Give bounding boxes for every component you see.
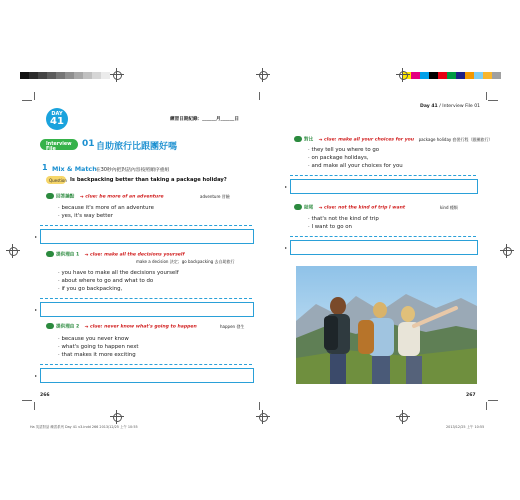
color-swatch	[438, 72, 447, 79]
registration-mark-left	[6, 244, 20, 258]
page-number-left: 266	[40, 393, 50, 398]
crop-mark	[34, 92, 35, 100]
section-header	[46, 193, 164, 200]
registration-mark-bottom-right	[396, 410, 410, 424]
running-head-day: Day 41	[420, 104, 438, 109]
registration-mark-top-right	[396, 68, 410, 82]
slug-info-left: Ha 英語對話 練習系列 Day 41 v3.indd 266 2013/12/25 上午 10:55	[30, 425, 138, 429]
scramble-line: · you have to make all the decisions yourself	[58, 270, 179, 276]
day-badge-number: 41	[50, 116, 64, 127]
scramble-box	[290, 212, 476, 237]
interview-file-number: 01	[82, 139, 95, 149]
vocab-note: adventure 冒險	[200, 194, 230, 199]
color-swatch	[47, 72, 56, 79]
scramble-line: · on package holidays,	[308, 155, 369, 161]
clue-text: clue: not the kind of trip I want	[324, 205, 406, 211]
scramble-line: · because you never know	[58, 336, 129, 342]
day-badge-label: DAY	[51, 111, 63, 117]
color-swatch	[411, 72, 420, 79]
vocab-note: happen 發生	[220, 324, 245, 329]
scramble-box	[40, 201, 252, 226]
color-swatch	[29, 72, 38, 79]
color-swatch	[501, 72, 510, 79]
registration-mark-bottom-left	[110, 410, 124, 424]
color-swatch	[83, 72, 92, 79]
answer-arrow-icon: ▸	[285, 184, 288, 189]
interview-file-label: Interview File	[46, 142, 72, 152]
arrow-icon: ➔	[84, 252, 89, 258]
scramble-line: · yes, it's way better	[58, 213, 113, 219]
crop-mark	[259, 402, 260, 410]
crop-mark	[486, 402, 487, 410]
scramble-line: · because it's more of an adventure	[58, 205, 154, 211]
question-tag	[46, 176, 66, 184]
section-header	[46, 323, 197, 330]
scramble-line: · about where to go and what to do	[58, 278, 154, 284]
color-swatch	[447, 72, 456, 79]
color-swatch	[420, 72, 429, 79]
scramble-line: · and make all your choices for you	[308, 163, 403, 169]
practice-date: 練習日期紀錄：______月______日	[170, 117, 239, 122]
speech-bubble-icon	[294, 204, 302, 210]
answer-field[interactable]	[35, 229, 254, 244]
scramble-line: · I want to go on	[308, 224, 352, 230]
color-swatch	[101, 72, 110, 79]
color-swatch	[92, 72, 101, 79]
scramble-box	[290, 143, 476, 176]
section-label: 提供理由 2	[56, 324, 80, 330]
speech-bubble-icon	[46, 323, 54, 329]
speech-bubble-icon	[294, 136, 302, 142]
color-swatch	[474, 72, 483, 79]
speech-bubble-icon	[46, 193, 54, 199]
scramble-line: · what's going to happen next	[58, 344, 139, 350]
page-number-right: 267	[466, 393, 476, 398]
color-swatch	[20, 72, 29, 79]
arrow-icon: ➔	[318, 137, 323, 143]
crop-mark	[22, 100, 32, 101]
color-swatch	[483, 72, 492, 79]
scramble-box	[40, 332, 252, 365]
crop-mark	[259, 92, 260, 100]
scramble-line: · they tell you where to go	[308, 147, 380, 153]
color-swatch	[74, 72, 83, 79]
scramble-box	[40, 266, 252, 299]
registration-mark-top-left	[110, 68, 124, 82]
scramble-line: · that makes it more exciting	[58, 352, 136, 358]
speech-bubble-icon	[46, 251, 54, 257]
crop-mark	[22, 400, 32, 401]
mix-match-title: Mix & Match	[52, 165, 97, 173]
crop-mark	[486, 92, 487, 100]
section-header	[46, 251, 185, 258]
section-label: 結尾	[304, 205, 314, 211]
clue-text: clue: never know what's going to happen	[89, 324, 197, 330]
answer-arrow-icon: ▸	[35, 373, 38, 378]
color-swatch	[429, 72, 438, 79]
day-badge	[46, 108, 68, 130]
answer-field[interactable]	[35, 368, 254, 383]
clue-text: clue: make all your choices for you	[324, 137, 415, 143]
clue-text: clue: make all the decisions yourself	[89, 252, 185, 258]
slug-info-right: 2013/12/25 上午 10:55	[446, 425, 485, 429]
color-swatch	[65, 72, 74, 79]
answer-field[interactable]	[35, 302, 254, 317]
crop-mark	[34, 402, 35, 410]
mix-match-subtitle: 在30秒內把對話內容按照順序重組	[96, 168, 170, 173]
running-head	[420, 104, 480, 109]
question-text: Is backpacking better than taking a package holiday?	[70, 177, 227, 183]
arrow-icon: ➔	[79, 194, 84, 200]
registration-mark-bottom-center	[256, 410, 270, 424]
crop-mark	[488, 100, 498, 101]
arrow-icon: ➔	[318, 205, 323, 211]
registration-mark-right	[500, 244, 514, 258]
question-tag-label: Question	[49, 177, 67, 183]
vocab-note: package holiday 套裝行程（跟團旅行）	[418, 136, 493, 142]
color-swatch	[456, 72, 465, 79]
color-swatch	[38, 72, 47, 79]
interview-file-tag	[40, 139, 78, 150]
section-label: 回答論點	[56, 194, 75, 200]
crop-mark	[488, 400, 498, 401]
registration-mark-top-center	[256, 68, 270, 82]
color-swatch	[465, 72, 474, 79]
answer-arrow-icon: ▸	[35, 234, 38, 239]
scramble-line: · that's not the kind of trip	[308, 216, 379, 222]
running-head-title: / Interview File 01	[439, 104, 481, 109]
vocab-note: kind 種類	[440, 205, 458, 210]
color-swatch	[492, 72, 501, 79]
arrow-icon: ➔	[84, 324, 89, 330]
scramble-line: · if you go backpacking,	[58, 286, 123, 292]
color-swatch	[56, 72, 65, 79]
hikers-photo	[296, 266, 477, 384]
section-header	[294, 204, 405, 211]
answer-arrow-icon: ▸	[35, 307, 38, 312]
section-label: 對比	[304, 137, 314, 143]
answer-field[interactable]	[285, 179, 478, 194]
section-header	[294, 136, 493, 143]
answer-field[interactable]	[285, 240, 478, 255]
vocab-note: make a decision 決定；go backpacking 去自助旅行	[136, 259, 235, 264]
interview-file-title: 自助旅行比跟團好嗎	[96, 142, 178, 152]
mix-match-number: 1	[42, 163, 48, 172]
clue-text: clue: be more of an adventure	[85, 194, 164, 200]
section-label: 提供理由 1	[56, 252, 80, 258]
answer-arrow-icon: ▸	[285, 245, 288, 250]
